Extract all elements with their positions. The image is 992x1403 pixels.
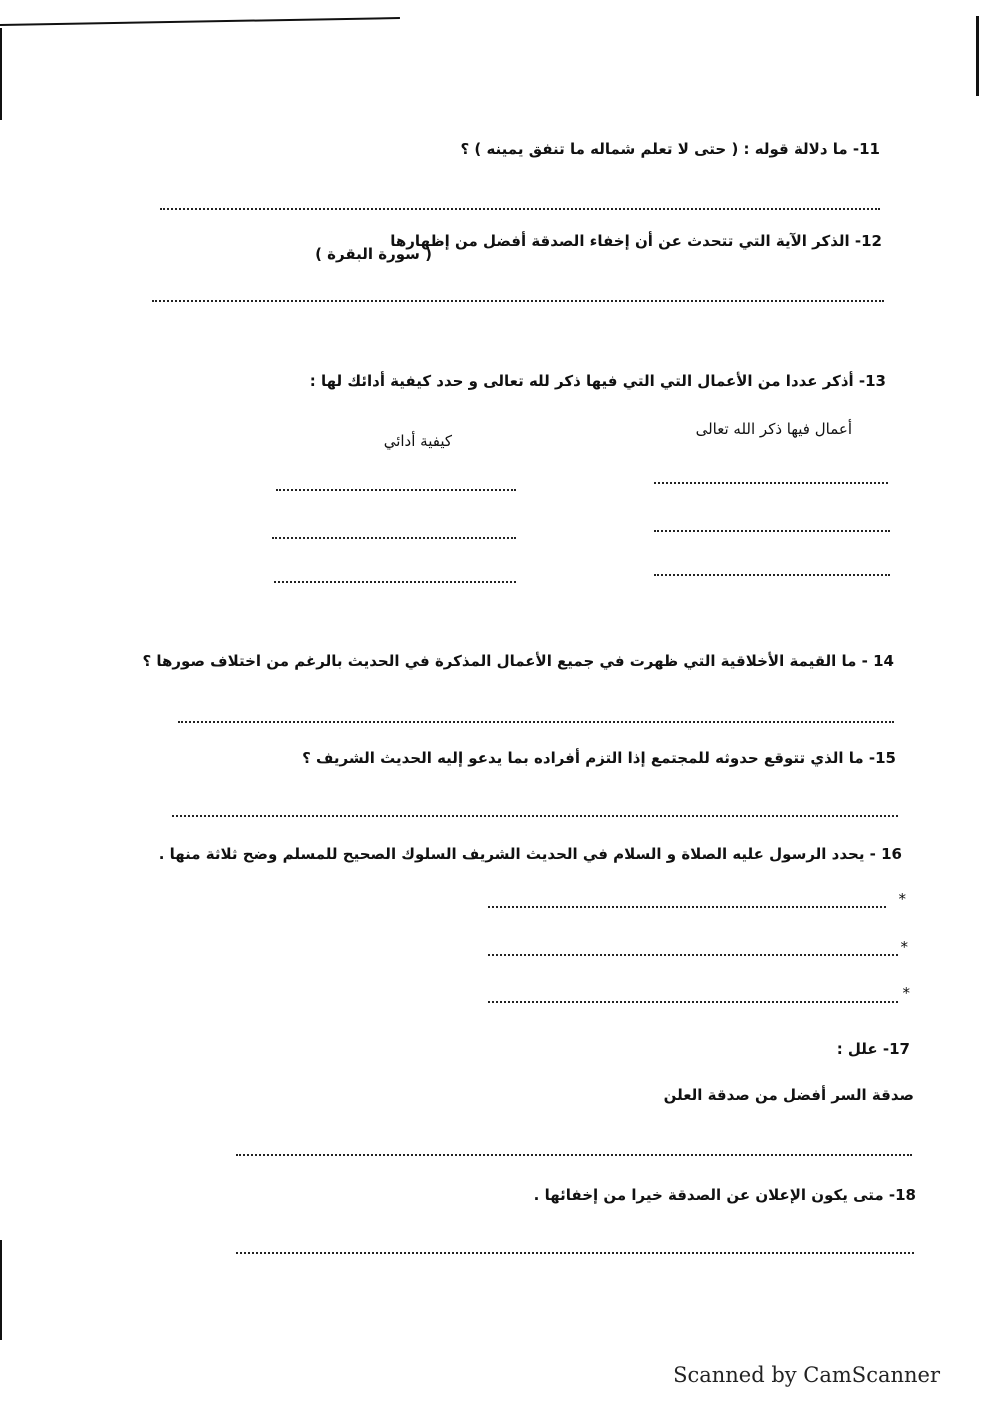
scan-border-top	[0, 17, 400, 26]
scan-border-left-bottom	[0, 1240, 2, 1340]
answer-line-14[interactable]	[178, 721, 894, 723]
scan-border-right-top	[976, 16, 979, 96]
q16-answer-line-1[interactable]	[488, 906, 886, 908]
q16-answer-line-2[interactable]	[488, 954, 898, 956]
q16-bullet-1: *	[898, 890, 906, 908]
question-12-reference: ( سورة البقرة )	[315, 245, 432, 263]
q16-answer-line-3[interactable]	[488, 1001, 898, 1003]
question-12: 12- الذكر الآية التي تتحدث عن أن إخفاء الصدقة أفضل من إظهارها	[390, 232, 882, 250]
answer-line-17[interactable]	[236, 1154, 912, 1156]
scanner-watermark: Scanned by CamScanner	[673, 1363, 940, 1387]
q13-acts-line-3[interactable]	[654, 574, 890, 576]
answer-line-11[interactable]	[160, 208, 880, 210]
question-15: 15- ما الذي تتوقع حدوثه للمجتمع إذا التزم أفراده بما يدعو إليه الحديث الشريف ؟	[302, 749, 896, 767]
question-16: 16 - يحدد الرسول عليه الصلاة و السلام في الحديث الشريف السلوك الصحيح للمسلم وضح ثلاثة منها .	[158, 845, 902, 863]
scan-border-left-top	[0, 28, 2, 120]
question-17: 17- علل :	[836, 1040, 910, 1058]
answer-line-12[interactable]	[152, 300, 884, 302]
q13-column-header-acts: أعمال فيها ذكر الله تعالى	[695, 420, 852, 438]
question-17-statement: صدقة السر أفضل من صدقة العلن	[663, 1086, 914, 1104]
q13-acts-line-2[interactable]	[654, 530, 890, 532]
answer-line-15[interactable]	[172, 815, 898, 817]
q16-bullet-2: *	[900, 938, 908, 956]
answer-line-18[interactable]	[236, 1252, 914, 1254]
question-11: 11- ما دلالة قوله : ( حتى لا تعلم شماله ما تنفق يمينه ) ؟	[460, 140, 880, 158]
q13-acts-line-1[interactable]	[654, 482, 888, 484]
question-14: 14 - ما القيمة الأخلاقية التي ظهرت في جميع الأعمال المذكرة في الحديث بالرغم من اختلاف صورها ؟	[142, 652, 894, 670]
question-13: 13- أذكر عددا من الأعمال التي التي فيها ذكر لله تعالى و حدد كيفية أدائك لها :	[309, 372, 886, 390]
q13-how-line-3[interactable]	[274, 581, 516, 583]
q13-column-header-how: كيفية أدائي	[383, 432, 452, 450]
question-18: 18- متى يكون الإعلان عن الصدقة خيرا من إخفائها .	[533, 1186, 916, 1204]
q13-how-line-2[interactable]	[272, 537, 516, 539]
q16-bullet-3: *	[902, 984, 910, 1002]
q13-how-line-1[interactable]	[276, 489, 516, 491]
